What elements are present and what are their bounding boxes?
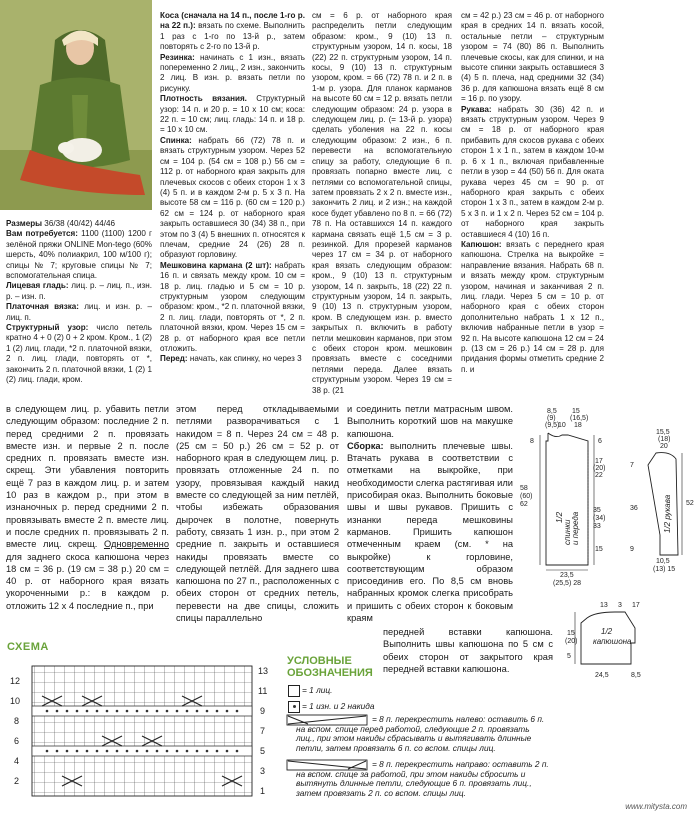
rib-value: начинать с 1 изн., вязать попеременно 2 лиц., 2 изн., закончить 2 лиц. В изн. р. вязать петли по рисунку. [160, 52, 305, 93]
gauge-value: Структурный узор: 14 п. и 20 р. = 10 х 10 см; коса: 22 п. = 10 см; лиц. гладь: 14 п. и 18 р. = 10 х 10 см. [160, 94, 305, 135]
stocking-label: Лицевая гладь: [6, 281, 69, 291]
legend-title-line2: ОБОЗНАЧЕНИЯ [287, 667, 373, 679]
dim-neck-m: (9) [547, 415, 556, 422]
sleeve-label: Рукава: [461, 104, 492, 114]
pattern-label: Структурный узор: [6, 323, 89, 333]
cable-chart [4, 662, 274, 808]
schematic-back-label: спинки [563, 519, 572, 545]
row-label-8: 8 [14, 716, 20, 726]
gauge-label: Плотность вязания. [160, 94, 247, 104]
front-end-text: см = 42 р.) 23 см = 46 р. от наборного края в средних 14 п. вязать косой, остальные петли – структурным узором = 74 (80) 86 п. Выполнить плечевые скосы, как для спинки, и на высоте спинки закрыть оставшиеся 3 (4) 5 п. плеча, над средними 32 (34) 36 р. для капюшона вязать ещё 8 см = 16 р. по узору. [461, 11, 604, 104]
dim-60: (60) [520, 493, 533, 500]
short-rows-text: для заднего скоса капюшона через 18 см = 36 р. (19 см = 38 р.) 20 см = 40 р. от наборного края вязать укороченными р.: в каждом р. отложить 12 х 4 последние п., при [6, 551, 169, 611]
sleeve-half-label: 1/2 рукава [663, 494, 672, 533]
stocking-value: лиц. р. – лиц. п., изн. р. – изн. п. [6, 281, 152, 301]
hood-schematic [565, 598, 655, 683]
hood-dim-3: 3 [618, 602, 622, 609]
instructions-column-3 [312, 11, 452, 396]
hood-dim-17: 17 [632, 602, 640, 609]
row-label-3: 3 [260, 766, 266, 776]
dim-17: 17 [595, 458, 603, 465]
row-label-6: 6 [14, 736, 20, 746]
sleeve-dim-7: 7 [630, 462, 634, 469]
instructions-column-4 [461, 11, 604, 375]
dim-neck-l: (9,5) [545, 422, 560, 429]
dim-20: (20) [593, 465, 606, 472]
dim-width-m: (16,5) [570, 415, 589, 422]
row-label-13: 13 [258, 666, 269, 676]
legend-title [287, 655, 373, 679]
pocket-value: набрать 16 п. и связать между кром. 10 см = 18 р. лиц. гладью и 5 см = 10 р. структурным узором следующим образом: кром., *2 п. платочной вязки, 2 п. лиц. глади, повторять от *, 2 п. платочной вязки, кром. Через 15 см = 28 р. от наборного края все петли отложить. [160, 260, 305, 353]
legend-cross-left: = 8 п. перекрестить налево: оставить 6 п. на вспом. спице перед работой, следующие 2 п. провязать лиц., при этом накиды сбрасывать и вытягивать длинные петли, затем провязать 6 п. со вспом. спицы лиц. [296, 714, 545, 753]
sleeve-dim-36: 36 [630, 505, 638, 512]
assembly-column-end [383, 626, 553, 675]
row-label-4: 4 [14, 756, 20, 766]
instructions-column-2 [160, 11, 305, 365]
short-rows-continued-text: этом перед откладываемыми петлями разворачиваться с 1 накидом = 8 п. Через 24 см = 48 р. (25 см = 50 р.) 26 см = 52 р. от наборного края в следующем лиц. р. провязать отложенные 24 п. по узору, провязывая каждый накид вместе со следующей за ним петлёй, чтобы избежать образования дырочек в полотне, повернуть работу, связать 1 изн. р., при этом 2 средние п. закрыть и оставшиеся накиды провязать вместе со следующей петлёй. Для заднего шва капюшона по 27 п., расположенных с обеих сторон от средних петель, перевести на две спицы, сложить спицы параллельно [176, 404, 339, 624]
dim-34: (34) [593, 515, 606, 522]
assembly-value: выполнить плечевые швы. Втачать рукава в соответствии с отметками на выкройке, при необходимости слегка растягивая или присобирая оказ. Выполнить боковые швы и швы рукавов. Пришить с изнанки переда мешковины карманов. Пришить капюшон отмеченным краем (см. * на выкройке) к горловине, соответствующим образом присоединив его. По 8,5 см вновь набранных кромок слегка присобрать и пришить с обеих сторон к боковым краям [347, 440, 513, 624]
hood-side-15: 15 [567, 630, 575, 637]
legend-title-line1: УСЛОВНЫЕ [287, 655, 352, 667]
dim-bottom-ml: (25,5) 28 [553, 580, 582, 587]
hood-decrease-text: в следующем лиц. р. убавить петли следующим образом: последние 2 п. перед средними 2 п. провязать вместе изн. и первые 2 п. после средних п. провязать вместе изн. скрещ. Эти убавления повторить ещё 7 раз в каждом лиц. р. и затем 10 раз в каждом р., при этом в изнаночных р. перед средними 2 п. провязывать вместе 2 п. вместе лиц. и после средних п. провязывать 2 п. вместе лиц. скрещ. [6, 404, 169, 550]
dim-neck: 8,5 [547, 408, 557, 415]
knit-symbol-icon [288, 685, 300, 697]
dim-22: 22 [595, 472, 603, 479]
sleeve-top-m: (18) [658, 436, 671, 443]
cable-value: вязать по схеме. Выполнить 1 раз с 1-го по 13-й р., затем повторять с 2-го по 13-й р. [160, 21, 306, 52]
materials-label: Вам потребуется: [6, 229, 78, 239]
hood-dim-13: 13 [600, 602, 608, 609]
row-label-10: 10 [10, 696, 21, 706]
hood-name-label: капюшона [593, 637, 632, 646]
row-label-2: 2 [14, 776, 20, 786]
sleeve-top-s: 15,5 [656, 429, 670, 436]
cable-label: Коса (сначала на 14 п., после 1-го р. на 22 п.): [160, 11, 305, 31]
hood-instructions-column-1 [6, 403, 169, 612]
back-label: Спинка: [160, 135, 192, 145]
materials-column [6, 219, 152, 386]
simultaneously-label: Одновременно [103, 539, 169, 550]
dim-58: 58 [520, 485, 528, 492]
hood-dim-85: 8,5 [631, 672, 641, 679]
front-label: Перед: [160, 354, 188, 364]
hood-label: Капюшон: [461, 239, 502, 249]
pattern-value: число петель кратно 4 + 0 (2) 0 + 2 кром. Кром., 1 (2) 1 (2) лиц. глади, *2 п. платочной вязки, 2 п. лиц. глади, повторять от *, закончить 2 п. платочной вязки, 1 (2) 1 (2) лиц. глади, кром. [6, 323, 152, 385]
schematic-front-label: и переда [571, 511, 580, 545]
schematic-half-label: 1/2 [555, 511, 564, 523]
purl-yo-symbol-icon [288, 701, 300, 713]
pocket-label: Мешковина кармана (2 шт): [160, 260, 272, 270]
legend-cross-right: = 8 п. перекрестить направо: оставить 2 п. на вспом. спице за работой, при этом накиды сбросить и вытянуть длинные петли, следующие 6 п. провязать лиц., затем провязать 2 п. со вспом. спицы лиц. [296, 759, 549, 798]
rib-label: Резинка: [160, 52, 195, 62]
back-value: набрать 66 (72) 78 п. и вязать структурным узором. Через 52 см = 104 р. (54 см = 108 р.) 56 см = 112 р. от наборного края закрыть для плечевых скосов с обеих сторон 1 х 3 (4) 5 п. и в каждом 2-м р. 5 х 3 п. На высоте 58 см = 116 р. (60 см = 120 р.) 62 см = 124 р. от наборного края закрыть оставшиеся 30 (34) 38 п., при этом по 3 (4) 5 внешних п. относятся к плечам, средние 24 (26) 28 п. образуют горловину. [160, 135, 305, 260]
dim-width-s: 15 [572, 408, 580, 415]
dim-62: 62 [520, 501, 528, 508]
front-continued-text: см = 6 р. от наборного края распределить петли следующим образом: кром., 9 (10) 13 п. структурным узором, 14 п. косы, 18 (22) 22 п. структурным узором, 14 п. косы, 9 (10) 13 п. структурным узором, кром. = 66 (72) 78 п. и 2 п. в 1-м р. узора. Для планок карманов на высоте 60 см = 12 р. вязать петли следующим образом: 24 р. узора в следующем лиц. р. (= 13-й р. узора) сделать уболения на 22 п. косы следующим образом: 2 изн., 6 п. перевести на вспомогательную спицу за работу, следующие 6 п. провязать попарно вместе лиц. с петлями со вспомогательной спицы, затем провязать 2 х 2 п. вместе изн., закончить 2 лиц. и 2 изн.; на каждой косе будет убавлено по 8 п. = 66 (72) 78 п. На оставшихся 14 п. каждого кармана связать ещё 1,5 см = 3 р. резинкой. Для прорезей карманов через 17 см = 34 р. от наборного края вязать следующим образом: кром., 9 (10) 13 п. структурным узором, 14 п. закрыть, 18 (22) 22 п. структурным узором, 14 п. закрыть, 9 (10) 13 п. структурным узором, кром. В следующем изн. р. вместо закрытых п. включить в работу петли мешковин карманов, при этом с обеих сторон кром. мешковин провязать вместе с соседними петлями переда. Далее вязать структурным узором. Через 19 см = 38 р. (21 [312, 11, 452, 395]
back-front-schematic [520, 405, 610, 590]
sleeve-schematic [618, 425, 695, 585]
row-label-7: 7 [260, 726, 266, 736]
materials-value: 1100 (1100) 1200 г зелёной пряжи ONLINE Mon-tego (60% шерсть, 40% полиакрил, 100 м/100 г); спицы № 7; круговые спицы № 7; вспомогательная спица. [6, 229, 152, 281]
front-value: начать, как спинку, но через 3 [187, 354, 302, 364]
dim-33: 33 [593, 523, 601, 530]
assembly-column [347, 403, 513, 624]
hood-dim-245: 24,5 [595, 672, 609, 679]
row-label-5: 5 [260, 746, 266, 756]
hood-instructions-column-2 [176, 403, 339, 624]
hood-side-5: 5 [567, 653, 571, 660]
dim-15: 15 [595, 546, 603, 553]
sleeve-dim-52: 52 [686, 500, 694, 507]
row-label-12: 12 [10, 676, 21, 686]
legend-knit: = 1 лиц. [302, 685, 333, 695]
dim-6: 6 [598, 438, 602, 445]
dim-8: 8 [530, 438, 534, 445]
sleeve-value: набрать 30 (36) 42 п. и вязать структурным узором. Через 9 см = 18 р. от наборного края прибавить для скосов рукава с обеих сторон 1 х 1 п., затем в каждом 10-м р. 6 х 1 п., включая прибавленные петли в узор = 44 (50) 56 п. Для оката рукава через 45 см = 90 р. от наборного края закрыть с обеих сторон 1 х 3 п., затем в каждом 2-м р. 5 х 3 п. и 1 х 2 п. Через 52 см = 104 р. от наборного края закрыть оставшиеся 4 (10) 16 п. [461, 104, 604, 239]
row-label-9: 9 [260, 706, 266, 716]
dim-shoulder-s: 10 [558, 422, 566, 429]
hood-value: вязать с переднего края капюшона. Стрелка на выкройке = направление вязания. Набрать 68 п. и вязать между кром. структурным узором, начиная и заканчивая 2 п. лиц. глади. Через 5 см = 10 р. от наборного края с обеих сторон дополнительно набрать 1 х 12 п., включив набранные петли в узор = 92 п. На высоте капюшона 12 см = 24 р. (13 см = 26 р.) 14 см = 28 р. для придания формы отметить средние 2 п. и [461, 239, 604, 374]
sleeve-bottom-ml: (13) 15 [653, 566, 676, 573]
hood-half-label: 1/2 [601, 627, 613, 636]
garter-label: Платочная вязка: [6, 302, 79, 312]
model-photo [0, 0, 152, 210]
dim-bottom-s: 23,5 [560, 572, 574, 579]
footer-url: www.mitysta.com [625, 802, 687, 811]
sleeve-top-l: 20 [660, 443, 668, 450]
seam-text: и соединить петли матрасным швом. Выполнить короткий шов на макушке капюшона. [347, 404, 513, 439]
garter-value: лиц. и изн. р. – лиц. п. [6, 302, 152, 322]
legend-purl-yo: = 1 изн. и 2 накида [302, 701, 375, 711]
assembly-end-text: передней вставки капюшона. Выполнить швы капюшона по 5 см с обеих сторон от закрытого края передней вставки капюшона. [383, 627, 553, 674]
dim-35: 35 [593, 507, 601, 514]
schema-title: СХЕМА [7, 641, 49, 653]
hood-side-20: (20) [565, 638, 578, 645]
size-value: 36/38 (40/42) 44/46 [42, 219, 115, 228]
dim-width-l: 18 [574, 422, 582, 429]
sleeve-dim-9: 9 [630, 546, 634, 553]
row-label-11: 11 [258, 686, 268, 696]
sleeve-bottom-s: 10,5 [656, 558, 670, 565]
assembly-label: Сборка: [347, 440, 384, 451]
row-label-1: 1 [260, 786, 266, 796]
size-label: Размеры [6, 219, 43, 228]
